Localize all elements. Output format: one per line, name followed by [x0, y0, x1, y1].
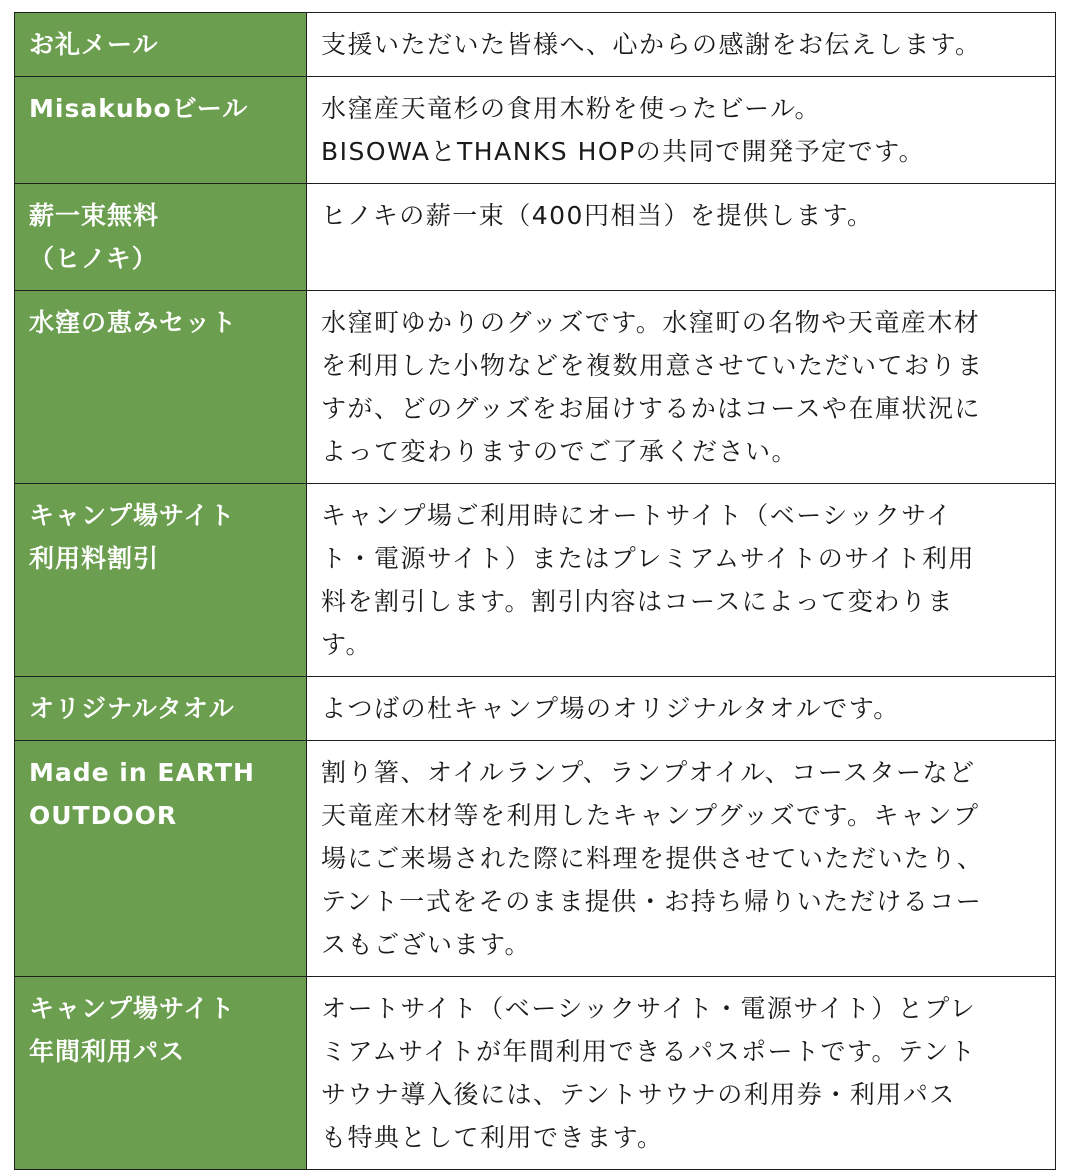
reward-name: キャンプ場サイト 利用料割引: [15, 484, 307, 677]
table-row: [15, 741, 1056, 977]
reward-name: 薪一束無料 （ヒノキ）: [15, 184, 307, 291]
reward-name: Made in EARTH OUTDOOR: [15, 741, 307, 977]
reward-name: 水窪の恵みセット: [15, 291, 307, 484]
table-row: [15, 184, 1056, 291]
reward-description: 水窪町ゆかりのグッズです。水窪町の名物や天竜産木材 を利用した小物などを複数用意させていただいておりま すが、どのグッズをお届けするかはコースや在庫状況に よって変わりますのでご了承ください。: [307, 291, 1056, 484]
reward-description: よつばの杜キャンプ場のオリジナルタオルです。: [307, 677, 1056, 741]
reward-name: キャンプ場サイト 年間利用パス: [15, 977, 307, 1170]
reward-description: 水窪産天竜杉の食用木粉を使ったビール。 BISOWAとTHANKS HOPの共同で開発予定です。: [307, 77, 1056, 184]
reward-description: 割り箸、オイルランプ、ランプオイル、コースターなど 天竜産木材等を利用したキャンプグッズです。キャンプ 場にご来場された際に料理を提供させていただいたり、 テント一式をそのまま提供・お持ち帰りいただけるコー スもございます。: [307, 741, 1056, 977]
reward-description: ヒノキの薪一束（400円相当）を提供します。: [307, 184, 1056, 291]
table-row: [15, 677, 1056, 741]
table-row: [15, 977, 1056, 1170]
table-row: [15, 484, 1056, 677]
reward-description: キャンプ場ご利用時にオートサイト（ベーシックサイ ト・電源サイト）またはプレミアムサイトのサイト利用 料を割引します。割引内容はコースによって変わりま す。: [307, 484, 1056, 677]
reward-description: オートサイト（ベーシックサイト・電源サイト）とプレ ミアムサイトが年間利用できるパスポートです。テント サウナ導入後には、テントサウナの利用券・利用パス も特典として利用できます。: [307, 977, 1056, 1170]
reward-name: Misakuboビール: [15, 77, 307, 184]
rewards-table: [14, 12, 1056, 1170]
reward-description: 支援いただいた皆様へ、心からの感謝をお伝えします。: [307, 13, 1056, 77]
table-row: [15, 13, 1056, 77]
table-row: [15, 291, 1056, 484]
reward-name: オリジナルタオル: [15, 677, 307, 741]
table-row: [15, 77, 1056, 184]
reward-name: お礼メール: [15, 13, 307, 77]
